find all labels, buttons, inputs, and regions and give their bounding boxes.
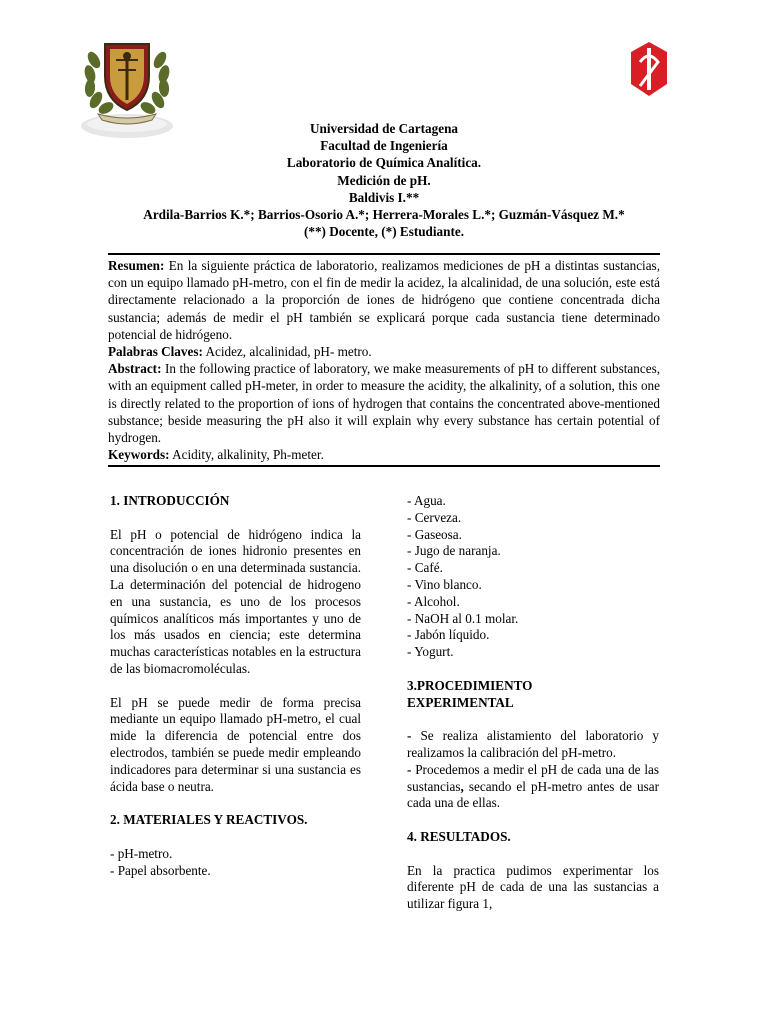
procedure-dash: -	[407, 761, 412, 777]
procedure-comma: ,	[460, 778, 464, 794]
intro-paragraph-2: El pH se puede medir de forma precisa mediante un equipo llamado pH-metro, el cual mide la diferencia de potencial entre dos electrodos, también se puede medir empleando indicadores para determinar si una sustancia es ácida base o neutra.	[110, 694, 361, 794]
list-item: - Yogurt.	[407, 644, 454, 660]
list-item: - Café.	[407, 560, 443, 576]
resumen-text: En la siguiente práctica de laboratorio, realizamos mediciones de pH a distintas sustancias, con un equipo llamado pH-metro, con el fin de medir la acidez, la alcalinidad, de una solución, este está directamente relacionado a la proporción de iones de hidrógeno que contiene concentrada dicha sustancia; además de medir el pH también se explicará porque cada sustancia tiene determinado potencial de hidrógeno.	[108, 258, 660, 342]
intro-paragraph-1: El pH o potencial de hidrógeno indica la concentración de iones hidronio presentes en una disolución o en una determinada sustancia. La determinación del potencial de hidrogeno en una sustancia, es uno de los procesos químicos analíticos más importantes y uno de los más usados en ciencia; este determina muchas características notables en la estructura de las biomacromoléculas.	[110, 526, 361, 676]
keywords-text: Acidity, alkalinity, Ph-meter.	[169, 447, 324, 463]
paper-header	[108, 120, 660, 240]
list-item: - Papel absorbente.	[110, 862, 211, 878]
procedure-dash: -	[407, 728, 412, 744]
procedure-step-2-text: Procedemos a medir el pH de cada una de las sustancias	[407, 761, 659, 794]
resumen-paragraph	[108, 257, 660, 343]
results-paragraph: En la practica pudimos experimentar los diferente pH de cada de una las sustancias a utilizar figura 1,	[407, 862, 659, 912]
paper-title: Medición de pH.	[337, 172, 431, 188]
list-item: - pH-metro.	[110, 845, 173, 861]
list-item: - Cerveza.	[407, 509, 462, 525]
palabras-label: Palabras Claves:	[108, 344, 203, 360]
list-item: - Agua.	[407, 493, 446, 508]
resumen-label: Resumen:	[108, 258, 165, 273]
abstract-box	[108, 253, 660, 467]
procedure-heading-line-2: EXPERIMENTAL	[407, 694, 514, 710]
list-item: - NaOH al 0.1 molar.	[407, 610, 519, 626]
intro-heading: 1. INTRODUCCIÓN	[110, 493, 230, 508]
list-item: - Alcohol.	[407, 593, 460, 609]
procedure-step-1	[407, 728, 659, 762]
procedure-step-2	[407, 762, 659, 812]
list-item: - Gaseosa.	[407, 526, 462, 542]
procedure-step-1-text: Se realiza alistamiento del laboratorio y realizamos la calibración del pH-metro.	[407, 728, 659, 760]
abstract-text: In the following practice of laboratory, we make measurements of pH to different substances, with an equipment called pH-meter, in order to measure the acidity, the alkalinity, of a solution, this one is directly related to the proportion of ions of hydrogen that contains the concentrated above-mentioned substance; beside measuring the pH also it will explain why every substance has certain potential of hydrogen.	[108, 361, 660, 446]
teacher-name: Baldivis I.**	[348, 189, 420, 205]
abstract-label: Abstract:	[108, 361, 162, 377]
abstract-paragraph	[108, 360, 660, 446]
list-item: - Jugo de naranja.	[407, 543, 501, 559]
right-column	[407, 493, 659, 913]
palabras-text: Acidez, alcalinidad, pH- metro.	[202, 344, 372, 360]
reagents-list	[407, 493, 659, 661]
roles-legend: (**) Docente, (*) Estudiante.	[303, 224, 465, 240]
keywords-label: Keywords:	[108, 447, 170, 463]
procedure-step-2-text-b: secando el pH-metro antes de usar cada una de ellas.	[407, 778, 659, 811]
palabras-paragraph	[108, 343, 660, 360]
materials-heading: 2. MATERIALES Y REACTIVOS.	[110, 812, 308, 828]
list-item: - Jabón líquido.	[407, 627, 490, 643]
materials-list	[110, 846, 361, 880]
results-heading: 4. RESULTADOS.	[407, 828, 511, 844]
faculty-emblem-logo	[628, 40, 670, 98]
left-column	[110, 493, 361, 879]
authors-line: Ardila-Barrios K.*; Barrios-Osorio A.*; Herrera-Morales L.*; Guzmán-Vásquez M.*	[143, 207, 625, 223]
procedure-heading-line-1: 3.PROCEDIMIENTO	[407, 677, 533, 693]
university-name: Universidad de Cartagena	[310, 121, 458, 136]
lab-name: Laboratorio de Química Analítica.	[286, 155, 482, 171]
keywords-paragraph	[108, 446, 660, 463]
list-item: - Vino blanco.	[407, 576, 482, 592]
faculty-name: Facultad de Ingeniería	[320, 138, 448, 154]
